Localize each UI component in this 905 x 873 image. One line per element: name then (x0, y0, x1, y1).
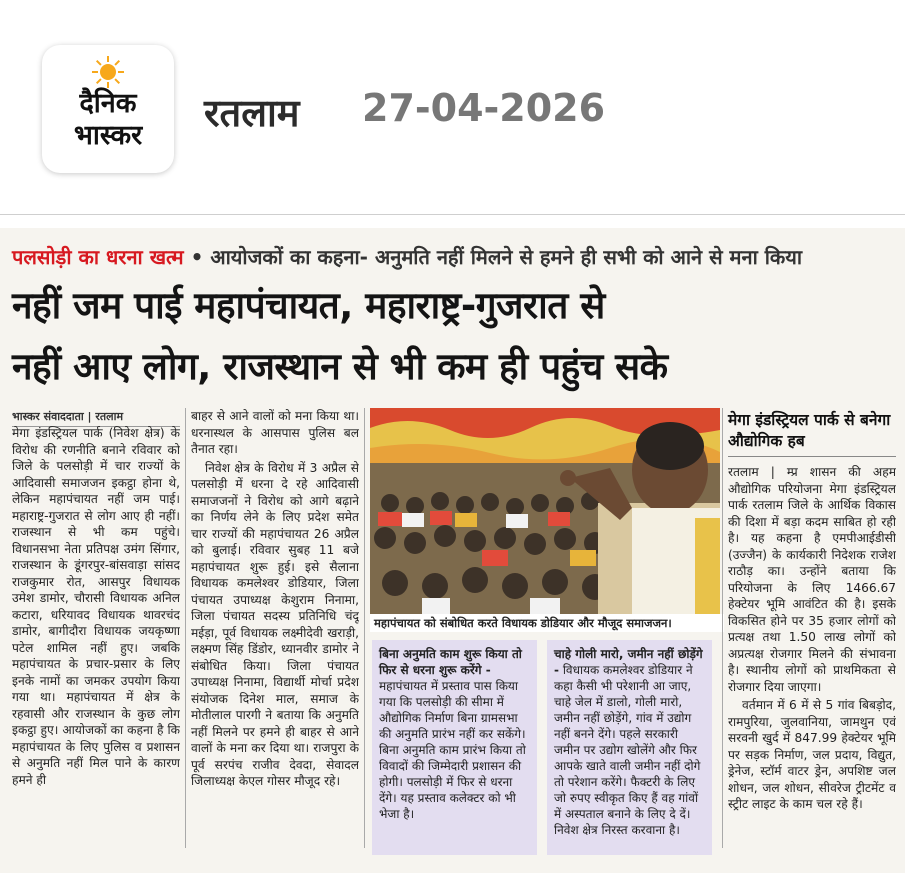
side-story-para-1: रतलाम | म्प्र शासन की अहम औद्योगिक परियोजना मेगा इंडस्ट्रियल पार्क रतलाम जिले के आर्थिक विकास की दिशा में बड़ा कदम साबित हो रही है। यह कहना है एमपीआईडीसी (उज्जैन) के कार्यकारी निदेशक राजेश राठौड़ का। उन्होंने बताया कि परियोजना के लिए 1466.67 हेक्टेयर भूमि आवंटित की है। इसके विकसित होने पर 35 हजार लोगों को प्रत्यक्ष तथा 1.50 लाख लोगों को अप्रत्यक्ष रोजगार मिलने की संभावना है। स्थानीय लोगों को प्राथमिकता से रोजगार दिया जाएगा। (728, 465, 896, 694)
box-text: महापंचायत में प्रस्ताव पास किया गया कि पलसोड़ी की सीमा में औद्योगिक निर्माण बिना ग्रामसभा की अनुमति प्रारंभ नहीं कर सकेंगे। बिना अनुमति काम प्रारंभ किया तो विवादों की जिम्मेदारी प्रशासन की होगी। पलसोड़ी में फिर से धरना देंगे। यह प्रस्ताव कलेक्टर को भी भेजा है। (379, 679, 526, 821)
sidebar-box-proposal (372, 640, 537, 855)
side-story-body (728, 464, 896, 854)
headline-line-1: नहीं जम पाई महापंचायत, महाराष्ट्र-गुजरात से (12, 284, 605, 327)
article-column-2 (191, 408, 359, 848)
byline: भास्कर संवाददाता | रतलाम (12, 409, 180, 427)
column-divider (722, 408, 723, 848)
edition-date: 27-04-2026 (362, 86, 606, 130)
column-1-text: मेगा इंडस्ट्रियल पार्क (निवेश क्षेत्र) के विरोध की रणनीति बनाने रविवार को जिले के पलसोड़ी में चार राज्यों के आदिवासी समाजजन इकट्ठा होना थे, लेकिन महापंचायत नहीं जम पाई। महाराष्ट्र-गुजरात से लोग आए ही नहीं। राजस्थान से भी कम पहुंचे। विधानसभा नेता प्रतिपक्ष उमंग सिंगार, राजस्थान के डूंगरपुर-बांसवाड़ा सांसद राजकुमार रोत, आसपुर विधायक उमेश डामोर, चौरासी विधायक अनिल कटारा, धरियावद विधायक थावरचंद डामोर, बागीदौरा विधायक जयकृष्णा पटेल शामिल नहीं हुए। जबकि महापंचायत के प्रचार-प्रसार के लिए इनके नामों का जमकर उपयोग किया गया था। महापंचायत में क्षेत्र के रहवासी और राजस्थान के कुछ लोग इकट्ठा हुए। आयोजकों का कहना है कि महापंचायत के लिए पुलिस व प्रशासन से अनुमति नहीं मिल पाने के कारण हमने ही (12, 426, 180, 787)
article-photo[interactable] (370, 408, 720, 614)
headline-line-2: नहीं आए लोग, राजस्थान से भी कम ही पहुंच सके (12, 345, 668, 388)
side-story-para-2: वर्तमान में 6 में से 5 गांव बिबड़ोद, रामपुरिया, जुलवानिया, जामथुन एवं सरवनी खुर्द में 847.99 हेक्टेयर भूमि पर सड़क निर्माण, जल प्रदाय, विद्युत, ड्रेनेज, स्टॉर्म वाटर ड्रेन, अपशिष्ट जल शोधन, जल शोधन, सीवरेज ट्रीटमेंट व स्ट्रीट लाइट के काम चल रहे हैं। (728, 698, 896, 811)
article-kicker (12, 243, 802, 270)
sidebar-box-mla-quote (547, 640, 712, 855)
sun-icon (91, 55, 125, 89)
app-header (0, 0, 905, 215)
edition-city: रतलाम (204, 91, 300, 135)
box-text: विधायक कमलेश्वर डोडियार ने कहा कैसी भी परेशानी आ जाए, चाहे जेल में डालो, गोली मारो, जमीन नहीं छोड़ेंगे, गांव में उद्योग नहीं बनने देंगे। पहले सरकारी जमीन पर उद्योग खोलेंगे और फिर आपके खाते वाली जमीन नहीं दोगे तो परेशान करेंगे। फैक्टरी के लिए जो रुपए स्वीकृत किए हैं वह गांवों में अस्पताल बनाने के लिए दे दें। निवेश क्षेत्र निरस्त करवाना है। (554, 663, 701, 837)
header-divider (0, 214, 905, 215)
newspaper-clipping (0, 228, 905, 873)
side-story-title: मेगा इंडस्ट्रियल पार्क से बनेगा औद्योगिक हब (728, 411, 891, 450)
logo-text-line1: दैनिक (79, 88, 137, 119)
dainik-bhaskar-logo[interactable] (42, 45, 174, 173)
photo-illustration (370, 408, 720, 614)
column-2-para-1: बाहर से आने वालों को मना किया था। धरनास्थल के आसपास पुलिस बल तैनात रहा। (191, 409, 359, 456)
side-story-divider (728, 456, 896, 457)
photo-caption: महापंचायत को संबोधित करते विधायक डोडियार और मौजूद समाजजन। (370, 614, 724, 632)
column-divider (185, 408, 186, 848)
box-title: बिना अनुमति काम शुरू किया तो फिर से धरना शुरू करेंगे - (379, 647, 522, 677)
kicker-subtext: • आयोजकों का कहना- अनुमति नहीं मिलने से हमने ही सभी को आने से मना किया (190, 245, 803, 269)
column-divider (364, 408, 365, 848)
logo-text-line2: भास्कर (73, 120, 143, 151)
article-column-1 (12, 425, 180, 845)
column-2-para-2: निवेश क्षेत्र के विरोध में 3 अप्रैल से पलसोड़ी में धरना दे रहे आदिवासी समाजजनों ने विरोध को आगे बढ़ाने का निर्णय लेने के लिए प्रदेश समेत चार राज्यों की महापंचायत 26 अप्रैल को बुलाई। रविवार सुबह 11 बजे महापंचायत शुरू हुई। इसे सैलाना विधायक कमलेश्वर डोडियार, जिला पंचायत उपाध्यक्ष केशुराम निनामा, जिला पंचायत सदस्य प्रतिनिधि चंदू मईड़ा, पूर्व विधायक लक्ष्मीदेवी खराड़ी, लक्ष्मण सिंह डिंडोर, ध्यानवीर डामोर ने संबोधित किया। जिला पंचायत उपाध्यक्ष निनामा, विद्यार्थी मोर्चा प्रदेश संयोजक दिनेश माल, समाज के मोतीलाल पारगी ने बताया कि अनुमति नहीं मिलने पर हमने ही बाहर से आने वालों के मना कर दिया था। राजपुरा के पूर्व सरपंच राजीव देवदा, सेवादल जिलाध्यक्ष केएल गोसर मौजूद रहे। (191, 460, 359, 788)
box-title: चाहे गोली मारो, जमीन नहीं छोड़ेंगे - (554, 647, 703, 677)
kicker-highlight: पलसोड़ी का धरना खत्म (12, 245, 184, 269)
